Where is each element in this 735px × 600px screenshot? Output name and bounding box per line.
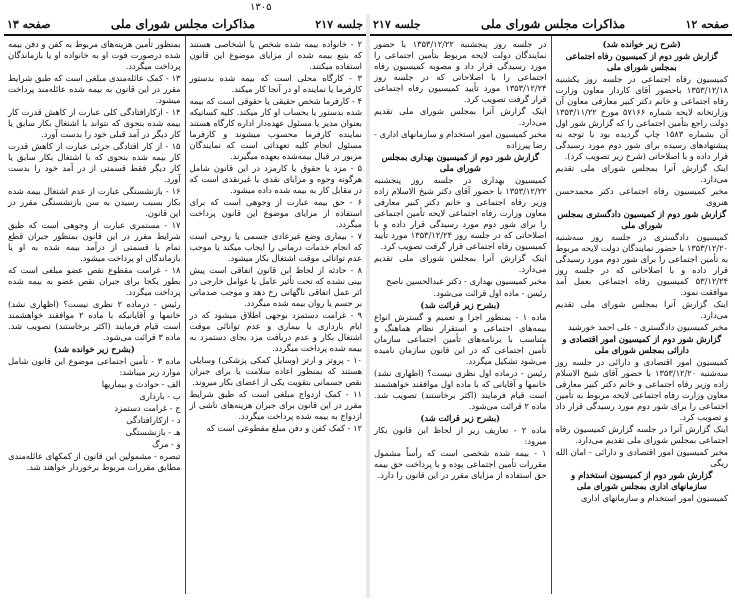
paragraph: ماده ۳ - تأمین اجتماعی موضوع این قانون شامل موارد زیر میباشد:: [8, 356, 181, 377]
paragraph: تبصره - مشمولین این قانون از کمکهای عائله‌مندی مطابق مقررات مربوط برخوردار خواهند شد.: [8, 451, 181, 472]
right-page-title: مذاکرات مجلس شورای ملی: [480, 17, 626, 31]
paragraph: رئیس - درماده اول نظری نیست؟ (اظهاری نشد) خانمها و آقایانی که با ماده اول موافقند خواهشمند است قیام فرمایند (اکثر برخاستند) تصویب شد. ماده ۲ قرائت می‌شود.: [374, 368, 547, 411]
paragraph: مخبر کمیسیون امور اقتصادی و دارائی - امان الله ریگی: [555, 447, 728, 468]
paragraph: ۵ - مزد یا حقوق یا کارمزد در این قانون شامل هرگونه وجوه و مزایای نقدی یا غیرنقدی است که در مقابل کار به بیمه شده داده میشود.: [189, 163, 362, 195]
paragraph: اینک گزارش آنرا در جلسه گزارش کمیسیون رفاه اجتماعی بمجلس شورای ملی تقدیم می‌دارد.: [555, 424, 728, 445]
list-item: و - مرگ: [151, 439, 181, 449]
paragraph: در جلسه روز پنجشنبه ۱۳۵۳/۱۲/۲۲ با حضور نمایندگان دولت لایحه مربوط بتأمین اجتماعی را مورد رسیدگی قرار داد و مصوبه کمیسیون رفاه اجتماعی را با اصلاحاتی که در جلسه روز ۱۳۵۳/۱۲/۲۴ مورد تأیید کمیسیون رفاه اجتماعی قرار گرفت تصویب کرد.: [374, 39, 547, 104]
paragraph: (بشرح زیر خوانده شد): [53, 344, 135, 354]
paragraph: اینک گزارش آنرا بمجلس شورای ملی تقدیم می‌دارد.: [555, 299, 728, 320]
paragraph: ۱۱ - کمک ازدواج مبلغی است که طبق شرایط مقرر در این قانون برای جبران هزینه‌های ناشی از ازدواج به بیمه شده پرداخت میگردد.: [189, 389, 362, 421]
paragraph: ۱۲ - کمک کفن و دفن مبلغ مقطوعی است که: [206, 423, 362, 433]
paragraph: رئیس - درماده ۲ نظری نیست؟ (اظهاری نشد) خانمها و آقایانیکه با ماده ۲ موافقند خواهشمند است قیام فرمایند (اکثر برخاستند) تصویب شد. ماده ۳ قرائت می‌شود.: [8, 299, 181, 342]
paragraph: گزارش شور دوم از کمیسیون امور اقتصادی و دارائی بمجلس شورای ملی: [562, 334, 722, 355]
paragraph: کمیسیون امور استخدام و سازمانهای اداری: [580, 493, 728, 503]
list-item: ج - غرامت دستمزد: [114, 403, 181, 413]
paragraph: کمیسیون امور اقتصادی و دارائی در جلسه روز سه‌شنبه ۱۳۵۳/۱۲/۲۰ با حضور آقای شیخ الاسلام زاده وزیر رفاه اجتماعی و خانم دکتر کبیر معارفی معاون وزارت رفاه اجتماعی لایحه مربوط به تأمین اجتماعی را برای شور دوم مورد رسیدگی قرار داد و تصویب کرد.: [555, 357, 728, 422]
paragraph: ۱۳ - کمک عائله‌مندی مبلغی است که طبق شرایط مقرر در این قانون به بیمه شده عائله‌مند پرداخت میشود.: [8, 73, 181, 105]
list-item: هـ - بازنشستگی: [125, 427, 181, 437]
paragraph: ۷ - بیماری وضع غیرعادی جسمی یا روحی است که انجام خدمات درمانی را ایجاب میکند یا موجب عدم توانائی موقت اشتغال بکار میشود.: [189, 231, 362, 263]
paragraph: ۱۰ - پروتز و ارتز (وسایل کمکی پزشکی) وسایلی هستند که بمنظور اعاده سلامت یا برای جبران نقص جسمانی بتقویت یکی از اعضای بکار میروند.: [189, 355, 362, 387]
paragraph: رئیس - ماده اول قرائت می‌شود.: [433, 288, 547, 298]
paragraph: اینک گزارش آنرا بمجلس شورای ملی تقدیم می‌دارد.: [374, 253, 547, 274]
left-page-header: [4, 14, 366, 36]
left-page-number: صفحه ۱۳: [7, 17, 51, 31]
left-page: [4, 14, 366, 598]
paragraph: ۲ - خانواده بیمه شده شخص یا اشخاصی هستند که بتبع بیمه شده از مزایای موضوع این قانون استفاده میکنند.: [189, 39, 362, 71]
paragraph: (بشرح زیر قرائت شد): [420, 300, 501, 310]
paragraph: (شرح زیر خوانده شد): [602, 39, 681, 49]
paragraph: ۴ - کارفرما شخص حقیقی یا حقوقی است که بیمه شده بدستور یا بحساب او کار میکند. کلیه کسانیکه بعنوان مدیر یا مسئول عهده‌دار اداره کارگاه هستند نماینده کارفرما محسوب میشوند و کارفرما مسئول انجام کلیه تعهداتی است که نمایندگان مزبور در قبال بیمه‌شده بعهده میگیرند.: [189, 96, 362, 161]
paragraph: ۱۴ - ازکارافتادگی کلی عبارت از کاهش قدرت کار بیمه شده بنحوی که نتواند با اشتغال بکار سابق یا کار دیگر در آمد قبلی خود را بدست آورد.: [8, 107, 181, 139]
paragraph: گزارش شور دوم از کمیسیون استخدام و سازمانهای اداری بمجلس شورای ملی: [571, 470, 713, 491]
paragraph: ۱۷ - مستمری عبارت از وجوهی است که طبق شرایط مقرر در این قانون بمنظور جبران قطع تمام یا قسمتی از درآمد بیمه شده به او یا بازماندگان او پرداخت میشود.: [8, 220, 181, 263]
paragraph: اینک گزارش آنرا بمجلس شورای ملی تقدیم می‌دارد.: [555, 163, 728, 184]
paragraph: ۸ - حادثه از لحاظ این قانون اتفاقی است پیش بینی نشده که تحت تأثیر عامل یا عوامل خارجی در اثر عمل اتفاقی ناگهانی رخ دهد و موجب صدماتی بر جسم یا روان بیمه شده میگردد.: [189, 265, 362, 308]
paragraph: ۱۶ - بازنشستگی عبارت از عدم اشتغال بیمه شده بکار بسبب رسیدن به سن بازنشستگی مقرر در این قانون.: [8, 186, 181, 218]
left-page-column-left: [4, 36, 186, 594]
list-item: د - ازکارافتادگی: [126, 415, 181, 425]
paragraph: کمیسیون رفاه اجتماعی در جلسه روز یکشنبه ۱۳۵۳/۱۲/۱۸ باحضور آقای کاردار معاون وزارت رفاه اجتماعی و خانم دکتر کبیر معارفی معاون آن وزارتخانه لایحه شماره ۵۷۱۶۶ مورخ ۱۳۵۳/۱۱/۲۲ دولت راجع بتأمین اجتماعی را که گزارش شور اول آن بشماره ۱۵۸۳ چاپ گردیده بود با توجه به پیشنهادهای رسیده برای شور دوم مورد رسیدگی قرار داده و با اصلاحاتی (شرح زیر تصویب کرد).: [555, 74, 729, 161]
paragraph: اینک گزارش آنرا بمجلس شورای ملی تقدیم می‌دارد.: [374, 106, 547, 127]
right-page-column-left: [370, 36, 552, 594]
paragraph: کمیسیون دادگستری در جلسه روز سه‌شنبه ۱۳۵۳/۱۲/۲۰ با حضور نمایندگان دولت لایحه مربوط به تأمین اجتماعی را برای شور دوم مورد رسیدگی قرار داده و با اصلاحاتی که در جلسه روز ۵۳/۱۲/۲۴ کمیسیون رفاه اجتماعی بعمل آمد موافقت نمود.: [555, 232, 728, 297]
paragraph: مخبر کمیسیون امور استخدام و سازمانهای اداری - رضا پیرزاده: [374, 129, 547, 150]
left-page-session: جلسه ۲۱۷: [315, 17, 363, 31]
paragraph: ۹ - غرامت دستمزد بوجهی اطلاق میشود که در ایام بارداری یا بیماری و عدم توانائی موقت اشتغال بکار و عدم دریافت مزد بجای دستمزد به بیمه شده پرداخت میگردد.: [189, 310, 362, 353]
list-item: الف - حوادث و بیماریها: [101, 379, 181, 389]
paragraph: ماده ۱ - بمنظور اجرا و تعمیم و گسترش انواع بیمه‌های اجتماعی و استقرار نظام هماهنگ و متناسب با برنامه‌های تأمین اجتماعی سازمان تأمین اجتماعی که در این قانون سازمان نامیده می‌شود تشکیل میگردد.: [374, 312, 547, 366]
top-page-mark: ۱۳۰۵: [250, 2, 272, 13]
paragraph: مخبر کمیسیون بهداری - دکتر عبدالحسین ناصح: [385, 276, 547, 286]
paragraph: کمیسیون بهداری در جلسه روز پنجشنبه ۱۳۵۳/۱۲/۲۲ با حضور آقای دکتر شیخ الاسلام زاده وزیر رفاه اجتماعی و خانم دکتر کبیر معارفی معاون وزارت رفاه اجتماعی لایحه تأمین اجتماعی را برای شور دوم مورد رسیدگی قرار داده و با اصلاحاتی که در جلسه روز ۱۳۵۳/۱۲/۲۴ مورد تأیید کمیسیون رفاه اجتماعی قرار گرفت تصویب کرد.: [374, 175, 547, 251]
paragraph: گزارش شور دوم از کمیسیون رفاه اجتماعی بمجلس شورای ملی: [565, 51, 718, 72]
paragraph: گزارش شور دوم از کمیسیون دادگستری بمجلس شورای ملی: [557, 209, 727, 230]
paragraph: مخبر کمیسیون دادگستری - علی احمد خورشید: [567, 322, 728, 332]
right-page-session: جلسه ۲۱۷: [373, 17, 421, 31]
left-page-title: مذاکرات مجلس شورای ملی: [110, 17, 256, 31]
paragraph: ۱۵ - از کار افتادگی جزئی عبارت از کاهش قدرت کار بیمه شده بنحوی که با اشتغال بکار سابق یا کار دیگر فقط قسمتی از در آمد خود را بدست آورد.: [8, 141, 181, 184]
paragraph: ۱۸ - غرامت مقطوع نقص عضو مبلغی است که بطور یکجا برای جبران نقص عضو به بیمه شده پرداخت میگردد.: [8, 265, 181, 297]
paragraph: (بشرح زیر قرائت شد): [420, 413, 501, 423]
paragraph: گزارش شور دوم از کمیسیون بهداری بمجلس شورای ملی: [381, 152, 539, 173]
left-page-column-right: [186, 36, 367, 594]
paragraph: ۳ - کارگاه محلی است که بیمه شده بدستور کارفرما یا نماینده او در آنجا کار میکند.: [189, 73, 362, 94]
right-page: [370, 14, 732, 598]
paragraph: ۱ - بیمه شده شخصی است که رأساً مشمول مقررات تأمین اجتماعی بوده و با پرداخت حق بیمه حق استفاده از مزایای مقرر در این قانون را دارد.: [374, 448, 547, 480]
paragraph: مخبر کمیسیون رفاه اجتماعی دکتر محمدحسن هنروی: [555, 186, 728, 207]
list-item: ب - بارداری: [139, 391, 181, 401]
right-page-number: صفحه ۱۲: [685, 17, 729, 31]
paragraph: ماده ۲ - تعاریف زیر از لحاظ این قانون بکار میرود:: [374, 425, 547, 446]
paragraph: ۶ - حق بیمه عبارت از وجوهی است که برای استفاده از مزایای موضوع این قانون پرداخت میگردد.: [189, 197, 362, 229]
paragraph: بمنظور تأمین هزینه‌های مربوط به کفن و دفن بیمه شده درصورت فوت او به خانواده او یا بازماندگان پرداخت میگردد.: [8, 39, 181, 71]
right-page-column-right: [552, 36, 733, 594]
right-page-header: [370, 14, 732, 36]
